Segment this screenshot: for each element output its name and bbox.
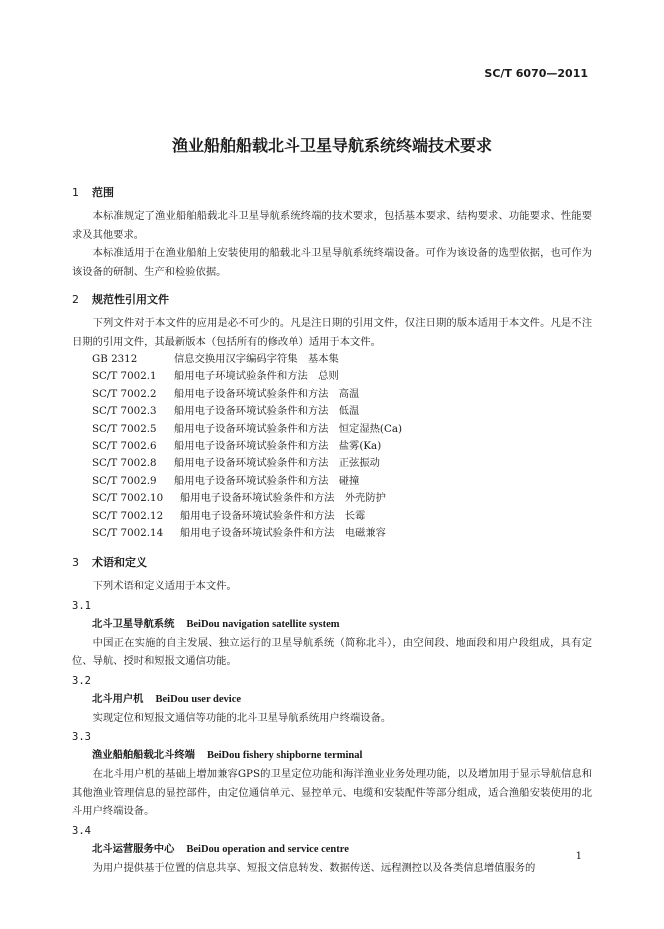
section-title: 规范性引用文件 — [92, 293, 169, 306]
term-definition: 为用户提供基于位置的信息共享、短报文信息转发、数据传送、远程测控以及各类信息增值服务的 — [92, 861, 536, 874]
page-number: 1 — [575, 851, 582, 862]
term-definition: 中国正在实施的自主发展、独立运行的卫星导航系统（简称北斗），由空间段、地面段和用户段组成，具有定位、导航、授时和短报文通信功能。 — [72, 636, 592, 668]
reference-title: 船用电子设备环境试验条件和方法 外壳防护 — [180, 492, 386, 505]
term-number: 3.3 — [72, 731, 91, 744]
reference-title: 船用电子设备环境试验条件和方法 碰撞 — [174, 474, 360, 487]
reference-title: 船用电子环境试验条件和方法 总则 — [174, 370, 339, 383]
term-number: 3.2 — [72, 674, 91, 687]
reference-title: 船用电子设备环境试验条件和方法 盐雾(Ka) — [174, 440, 382, 453]
scope-paragraph-1: 本标准规定了渔业船舶船载北斗卫星导航系统终端的技术要求，包括基本要求、结构要求、功能要求、性能要求及其他要求。 — [72, 210, 592, 241]
reference-item — [72, 421, 592, 438]
term-name-en: BeiDou operation and service centre — [186, 843, 349, 855]
reference-code: SC/T 7002.9 — [92, 474, 157, 487]
term-name-cn: 北斗运营服务中心 — [92, 842, 175, 855]
term-number: 3.1 — [72, 599, 91, 612]
section-title: 术语和定义 — [92, 556, 147, 570]
reference-title: 船用电子设备环境试验条件和方法 高温 — [174, 387, 360, 400]
reference-code: SC/T 7002.6 — [92, 440, 157, 453]
reference-item — [72, 386, 592, 403]
section-title: 范围 — [92, 186, 114, 199]
reference-code: SC/T 7002.10 — [92, 492, 164, 505]
section-number: 1 — [72, 186, 79, 199]
reference-item — [72, 473, 592, 490]
term-name — [72, 746, 592, 765]
term-name-en: BeiDou fishery shipborne terminal — [206, 750, 363, 762]
reference-title: 船用电子设备环境试验条件和方法 正弦振动 — [174, 457, 380, 470]
term-name — [72, 840, 592, 859]
reference-title: 船用电子设备环境试验条件和方法 电磁兼容 — [180, 527, 386, 540]
reference-code: SC/T 7002.5 — [92, 422, 157, 435]
reference-item — [72, 525, 592, 542]
reference-code: SC/T 7002.2 — [92, 387, 157, 400]
reference-item — [72, 351, 592, 368]
reference-item — [72, 368, 592, 385]
reference-title: 船用电子设备环境试验条件和方法 低温 — [174, 405, 360, 418]
reference-code: SC/T 7002.8 — [92, 457, 157, 470]
section-number: 2 — [72, 293, 79, 306]
reference-item — [72, 403, 592, 420]
standard-code: SC/T 6070—2011 — [484, 67, 588, 80]
term-name-cn: 渔业船舶船载北斗终端 — [92, 749, 195, 762]
reference-code: SC/T 7002.1 — [92, 370, 157, 383]
terms-intro: 下列术语和定义适用于本文件。 — [92, 580, 237, 593]
reference-item — [72, 490, 592, 507]
reference-title: 船用电子设备环境试验条件和方法 恒定湿热(Ca) — [174, 422, 402, 435]
section-1-heading — [72, 184, 592, 201]
term-name-cn: 北斗卫星导航系统 — [92, 617, 175, 630]
scope-paragraph-2: 本标准适用于在渔业船舶上安装使用的船载北斗卫星导航系统终端设备。可作为该设备的选型依据，也可作为该设备的研制、生产和检验依据。 — [72, 247, 592, 278]
section-3-heading — [72, 554, 592, 571]
term-name-en: BeiDou user device — [155, 693, 242, 705]
document-title: 渔业船舶船载北斗卫星导航系统终端技术要求 — [171, 136, 492, 155]
reference-code: SC/T 7002.12 — [92, 509, 164, 522]
reference-code: SC/T 7002.3 — [92, 405, 157, 418]
section-2-heading — [72, 291, 592, 308]
reference-code: SC/T 7002.14 — [92, 527, 164, 540]
term-definition: 实现定位和短报文通信等功能的北斗卫星导航系统用户终端设备。 — [92, 711, 392, 724]
reference-item — [72, 438, 592, 455]
reference-list — [72, 351, 592, 542]
term-definition: 在北斗用户机的基础上增加兼容GPS的卫星定位功能和海洋渔业业务处理功能，以及增加用于显示导航信息和其他渔业管理信息的显控部件，由定位通信单元、显控单元、电缆和安装配件等部分组成，适合渔船安装使用的北斗用户终端设备。 — [72, 768, 592, 818]
references-intro: 下列文件对于本文件的应用是必不可少的。凡是注日期的引用文件，仅注日期的版本适用于本文件。凡是不注日期的引用文件，其最新版本（包括所有的修改单）适用于本文件。 — [72, 317, 592, 348]
term-name-en: BeiDou navigation satellite system — [186, 618, 340, 630]
reference-item — [72, 508, 592, 525]
reference-item — [72, 455, 592, 472]
document-body — [72, 180, 592, 877]
reference-title: 船用电子设备环境试验条件和方法 长霉 — [180, 509, 366, 522]
term-name — [72, 690, 592, 709]
term-number: 3.4 — [72, 824, 91, 837]
term-name-cn: 北斗用户机 — [92, 692, 144, 705]
term-name — [72, 615, 592, 634]
section-number: 3 — [72, 556, 79, 570]
reference-code: GB 2312 — [92, 353, 138, 365]
reference-title: 信息交换用汉字编码字符集 基本集 — [174, 353, 339, 365]
